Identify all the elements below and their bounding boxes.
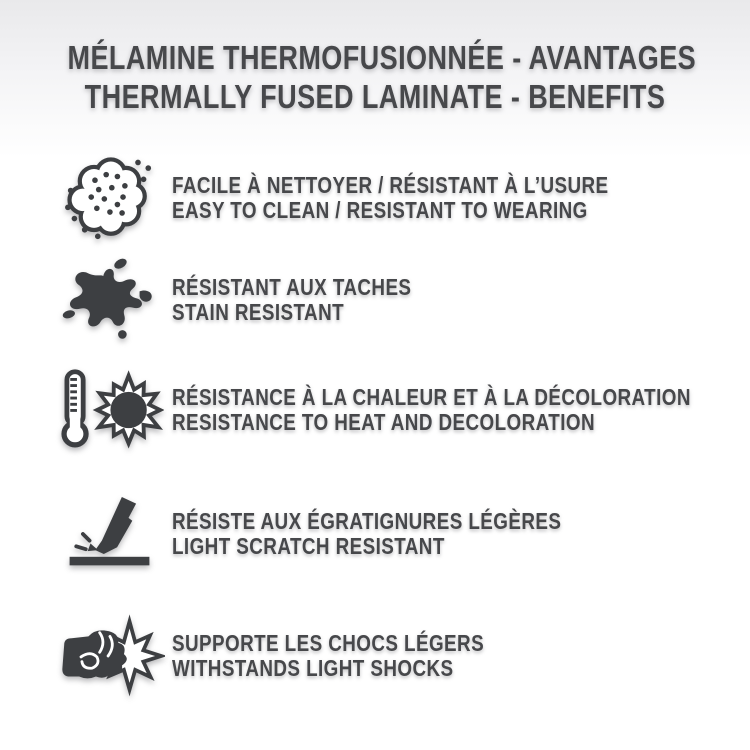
benefit-text-en: STAIN RESISTANT bbox=[172, 299, 345, 325]
benefit-text-en: RESISTANCE TO HEAT AND DECOLORATION bbox=[172, 409, 595, 435]
benefit-row-shock bbox=[52, 610, 740, 702]
benefit-row-stain bbox=[52, 254, 740, 346]
benefit-text-stain bbox=[172, 275, 411, 325]
benefit-text-fr: RÉSISTE AUX ÉGRATIGNURES LÉGÈRES bbox=[172, 508, 562, 534]
benefit-row-clean bbox=[52, 152, 740, 244]
title-french: MÉLAMINE THERMOFUSIONNÉE - AVANTAGES bbox=[67, 39, 697, 76]
blade-scratch-icon bbox=[52, 494, 166, 574]
benefit-text-en: EASY TO CLEAN / RESISTANT TO WEARING bbox=[172, 197, 588, 223]
benefit-row-heat bbox=[52, 364, 740, 456]
page-title bbox=[0, 38, 750, 116]
benefit-row-scratch bbox=[52, 488, 740, 580]
fist-impact-icon bbox=[52, 613, 166, 699]
title-english: THERMALLY FUSED LAMINATE - BENEFITS bbox=[84, 78, 666, 115]
benefit-text-fr: SUPPORTE LES CHOCS LÉGERS bbox=[172, 630, 485, 656]
sponge-bubbles-icon bbox=[52, 155, 166, 241]
benefit-text-en: LIGHT SCRATCH RESISTANT bbox=[172, 533, 445, 559]
benefit-text-fr: RÉSISTANCE À LA CHALEUR ET À LA DÉCOLORATION bbox=[172, 384, 691, 410]
thermometer-sun-icon bbox=[52, 366, 166, 454]
benefit-text-heat bbox=[172, 385, 691, 435]
benefit-text-clean bbox=[172, 173, 609, 223]
benefit-text-fr: RÉSISTANT AUX TACHES bbox=[172, 274, 412, 300]
benefit-text-scratch bbox=[172, 509, 561, 559]
benefit-text-shock bbox=[172, 631, 484, 681]
stain-splat-icon bbox=[52, 257, 166, 343]
benefit-text-fr: FACILE À NETTOYER / RÉSISTANT À L’USURE bbox=[172, 172, 609, 198]
benefit-text-en: WITHSTANDS LIGHT SHOCKS bbox=[172, 655, 454, 681]
